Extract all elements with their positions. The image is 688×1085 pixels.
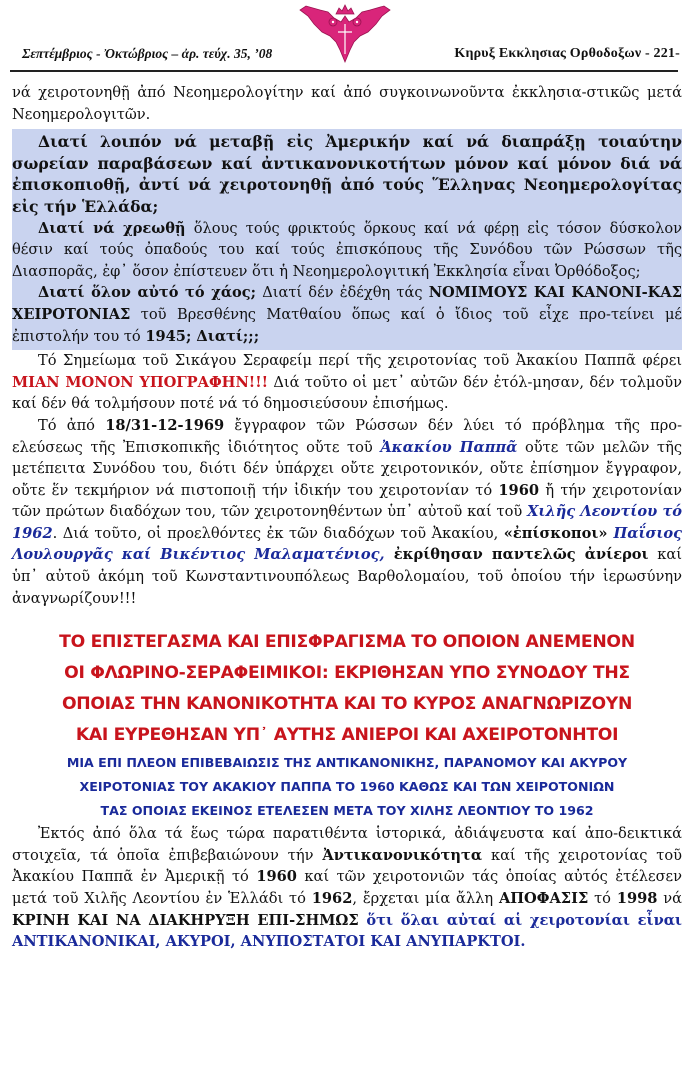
paragraph-3 bbox=[12, 218, 682, 283]
paragraph-5-text-b: Διά τοῦτο οἱ μετ᾽ αὐτῶν δέν ἐτόλ-μησαν, δέν τολμοῦν καί δέν θά τολμήσουν ποτέ νά τό δημοσιεύσουν ἐπισήμως. bbox=[12, 373, 682, 413]
p6-a: Τό ἀπό bbox=[38, 416, 106, 434]
paragraph-5-text-a: Τό Σημείωμα τοῦ Σικάγου Σεραφείμ περί τῆς χειροτονίας τοῦ Ἀκακίου Παππᾶ φέρει bbox=[38, 352, 682, 370]
double-headed-eagle-icon bbox=[298, 2, 392, 66]
p6-c: οὔτε τῶν μελῶν τῆς μετέπειτα Συνόδου του, διότι δέν ὑπάρχει οὔτε χειροτονικόν, οὔτε ἐπίσημον ἔγγραφον, οὔτε ἕν τεκμήριον νά πιστοποιῇ τήν ἰδικήν του χειροτονίαν τό bbox=[12, 438, 682, 499]
red-title-line: ΚΑΙ ΕΥΡΕΘΗΣΑΝ ΥΠ᾽ ΑΥΤΗΣ ΑΝΙΕΡΟΙ ΚΑΙ ΑΧΕΙΡΟΤΟΝΗΤΟΙ bbox=[75, 725, 619, 746]
p7-declare: ΚΡΙΝΗ ΚΑΙ ΝΑ ΔΙΑΚΗΡΥΞΗ ΕΠΙ-ΣΗΜΩΣ bbox=[12, 911, 359, 929]
paragraph-4 bbox=[12, 282, 682, 347]
p7-f: νά bbox=[657, 890, 682, 908]
p6-1960: 1960 bbox=[498, 481, 540, 499]
p7-decision: ΑΠΟΦΑΣΙΣ bbox=[498, 890, 589, 908]
p6-d: ἤ τήν χειροτονίαν τῶν πρώτων διαδόχων του, τῶν χειροτονηθέντων ὑπ᾽ αὐτοῦ καί τοῦ bbox=[12, 481, 682, 521]
p7-c: καί τῶν χειροτονιῶν τάς ὁποίας αὐτός ἐτέλεσεν μετά τοῦ Χιλῆς Λεοντίου ἐν Ἑλλάδι τό bbox=[12, 868, 682, 908]
page-header bbox=[0, 0, 688, 78]
p7-g: ὅτι ὅλαι αὐταί αἱ χειροτονίαι εἶναι bbox=[358, 911, 682, 929]
paragraph-3-text: ὅλους τούς φρικτούς ὅρκους καί νά φέρῃ εἰς τόσον δύσκολον θέσιν καί τούς ὀπαδούς του καί τούς ἐπισκόπους τῆς Συνόδου τῶν Ρώσσων τῆς Διασπορᾶς, ἐφ᾽ ὅσον ἐπίστευεν ὅτι ἡ Νεοημερολογιτική Ἐκκλησία εἶναι Ὀρθόδοξος; bbox=[12, 219, 683, 280]
p7-d: , ἔρχεται μία ἄλλη bbox=[352, 890, 499, 908]
paragraph-4-text-a: Διατί δέν ἐδέχθη τάς bbox=[256, 284, 429, 302]
p6-judged: ἐκρίθησαν παντελῶς ἀνίεροι bbox=[384, 546, 649, 564]
p6-b: ἔγγραφον τῶν Ρώσσων δέν λύει τό πρόβλημα τῆς προ-ελεύσεως τῆς Ἐπισκοπικῆς ἰδιότητος οὔτε τοῦ bbox=[12, 416, 683, 456]
p6-bishops: «ἐπίσκοποι» bbox=[503, 524, 608, 542]
highlighted-block bbox=[12, 129, 682, 350]
p7-verdict: ΑΝΤΙΚΑΝΟΝΙΚΑΙ, ΑΚΥΡΟΙ, ΑΝΥΠΟΣΤΑΤΟΙ ΚΑΙ ΑΝΥΠΑΡΚΤΟΙ. bbox=[12, 933, 526, 951]
paragraph-5-red: ΜΙΑΝ ΜΟΝΟΝ ΥΠΟΓΡΑΦΗΝ!!! bbox=[12, 373, 269, 391]
p6-names: Παΐσιος Λουλουργᾶς καί Βικέντιος Μαλαματένιος, bbox=[12, 524, 682, 564]
paragraph-1-text: νά χειροτονηθῇ ἀπό Νεοημερολογίτην καί ἀπό συγκοινωνοῦντα ἐκκλησια-στικῶς μετά Νεοημερολογιτῶν. bbox=[12, 84, 682, 123]
p7-1962: 1962 bbox=[311, 890, 353, 908]
blue-subtitle-line: ΧΕΙΡΟΤΟΝΙΑΣ ΤΟΥ ΑΚΑΚΙΟΥ ΠΑΠΠΑ ΤΟ 1960 ΚΑΘΩΣ ΚΑΙ ΤΩΝ ΧΕΙΡΟΤΟΝΙΩΝ bbox=[79, 779, 615, 795]
paragraph-7 bbox=[12, 823, 682, 953]
blue-subtitle-line: ΤΑΣ ΟΠΟΙΑΣ ΕΚΕΙΝΟΣ ΕΤΕΛΕΣΕΝ ΜΕΤΑ ΤΟΥ ΧΙΛΗΣ ΛΕΟΝΤΙΟΥ ΤΟ 1962 bbox=[100, 803, 594, 819]
issue-date: Σεπτέμβριος - Ὀκτώβριος – ἀρ. τεύχ. 35, ’08 bbox=[22, 46, 273, 61]
p7-a: Ἐκτός ἀπό ὅλα τά ἕως τώρα παρατιθέντα ἱστορικά, ἀδιάψευστα καί ἀπο-δεικτικά στοιχεῖα, τά ὁποῖα ἐπιβεβαιώνουν τήν bbox=[12, 825, 682, 864]
p6-f: καί ὑπ᾽ αὐτοῦ ἀκόμη τοῦ Κωνσταντινουπόλεως Βαρθολομαίου, τοῦ ὁποίου τήν ἱερωσύνην ἀναγνωρίζουν!!! bbox=[12, 546, 682, 607]
blue-subtitle-line: ΜΙΑ ΕΠΙ ΠΛΕΟΝ ΕΠΙΒΕΒΑΙΩΣΙΣ ΤΗΣ ΑΝΤΙΚΑΝΟΝΙΚΗΣ, ΠΑΡΑΝΟΜΟΥ ΚΑΙ ΑΚΥΡΟΥ bbox=[66, 755, 628, 771]
red-title-line: ΟΠΟΙΑΣ ΤΗΝ ΚΑΝΟΝΙΚΟΤΗΤΑ ΚΑΙ ΤΟ ΚΥΡΟΣ ΑΝΑΓΝΩΡΙΖΟΥΝ bbox=[61, 694, 633, 715]
red-title-line: ΟΙ ΦΛΩΡΙΝΟ-ΣΕΡΑΦΕΙΜΙΚΟΙ: ΕΚΡΙΘΗΣΑΝ ΥΠΟ ΣΥΝΟΔΟΥ ΤΗΣ bbox=[64, 663, 630, 684]
paragraph-4-end: 1945; Διατί;;; bbox=[145, 327, 260, 345]
p7-1960: 1960 bbox=[256, 868, 297, 886]
p7-e: τό bbox=[588, 890, 617, 908]
article-body bbox=[12, 82, 682, 953]
p6-chilis: Χιλῆς Λεοντίου τό 1962 bbox=[12, 503, 682, 542]
p7-b: καί τῆς χειροτονίας τοῦ Ἀκακίου Παππᾶ ἐν Ἀμερικῇ τό bbox=[12, 846, 682, 886]
paragraph-3-lead: Διατί νά χρεωθῇ bbox=[38, 219, 186, 237]
paragraph-4-caps: ΝΟΜΙΜΟΥΣ ΚΑΙ ΚΑΝΟΝΙ-ΚΑΣ ΧΕΙΡΟΤΟΝΙΑΣ bbox=[12, 284, 682, 323]
journal-title-page-number: Κηρυξ Εκκλησιας Ορθοδοξων - 221- bbox=[454, 46, 680, 61]
red-title-line: ΤΟ ΕΠΙΣΤΕΓΑΣΜΑ ΚΑΙ ΕΠΙΣΦΡΑΓΙΣΜΑ ΤΟ ΟΠΟΙΟΝ ΑΝΕΜΕΝΟΝ bbox=[59, 632, 635, 653]
p6-date: 18/31-12-1969 bbox=[105, 416, 225, 434]
paragraph-5 bbox=[12, 350, 682, 415]
p6-e: . Διά τοῦτο, οἱ προελθόντες ἐκ τῶν διαδόχων τοῦ Ἀκακίου, bbox=[52, 524, 504, 542]
paragraph-2-text: Διατί λοιπόν νά μεταβῇ εἰς Ἀμερικήν καί νά διαπράξῃ τοιαύτην σωρείαν παραβάσεων καί ἀντικανονικοτήτων μόνον καί μόνον διά νά ἐπισκοπιοθῇ, ἀντί νά χειροτονηθῇ ἀπό τούς Ἕλληνας Νεοημερολογίτας εἰς τήν Ἑλλάδα; bbox=[12, 132, 682, 216]
paragraph-4-text-b: τοῦ Βρεσθένης Ματθαίου ὅπως καί ὁ ἴδιος τοῦ εἶχε προ-τείνει μέ ἐπιστολήν του τό bbox=[12, 305, 682, 345]
p7-1998: 1998 bbox=[616, 890, 658, 908]
paragraph-2 bbox=[12, 131, 682, 217]
paragraph-4-lead: Διατί ὅλον αὐτό τό χάος; bbox=[38, 284, 257, 302]
section-title bbox=[12, 627, 682, 823]
p6-akakios: Ἀκακίου Παππᾶ bbox=[380, 438, 518, 456]
header-rule bbox=[10, 70, 678, 72]
p7-anticanonical: Ἀντικανονικότητα bbox=[322, 846, 483, 864]
paragraph-6 bbox=[12, 415, 682, 609]
paragraph-1 bbox=[12, 82, 682, 125]
